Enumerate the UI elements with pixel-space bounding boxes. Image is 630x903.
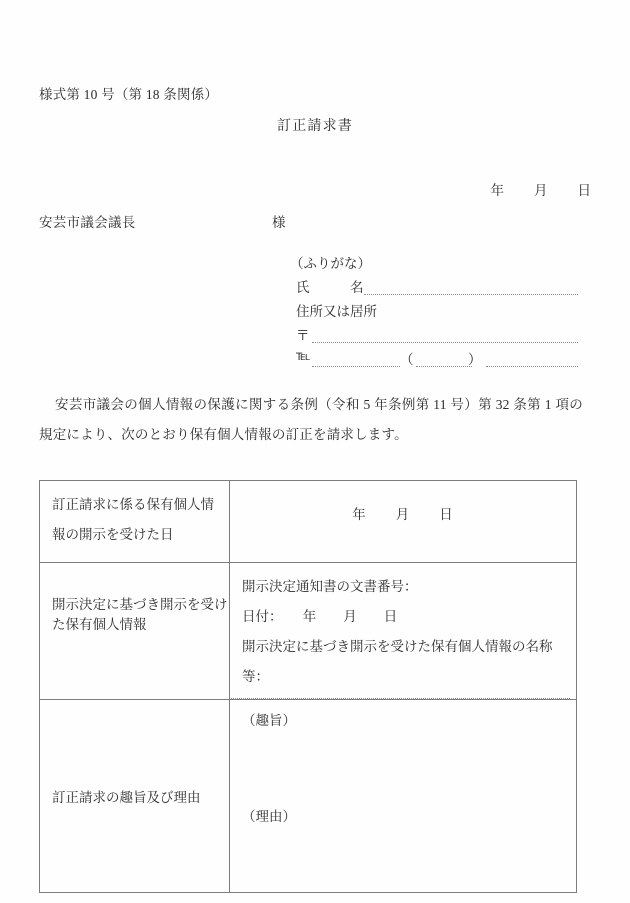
tel-paren-close: ） xyxy=(468,352,482,367)
furigana-row xyxy=(290,250,582,274)
purpose-reason-value-cell[interactable] xyxy=(230,700,577,893)
name-label: 氏 名 xyxy=(296,280,364,295)
tel-symbol: ℡ xyxy=(296,348,311,363)
postal-symbol: 〒 xyxy=(296,328,310,343)
notice-date-line: 日付： 年 月 日 xyxy=(242,609,398,624)
table-row xyxy=(40,700,577,893)
document-title: 訂正請求書 xyxy=(277,119,353,134)
postal-row xyxy=(290,322,582,346)
tel-input-line-1[interactable] xyxy=(312,366,400,367)
addressee-name: 安芸市議会議長 xyxy=(39,215,136,230)
submission-date-line: 年 月 日 xyxy=(490,183,592,198)
disclosed-info-label: 開示決定に基づき開示を受けた保有個人情報 xyxy=(52,596,228,632)
purpose-reason-label: 訂正請求の趣旨及び理由 xyxy=(52,790,201,805)
addressee-honorific: 様 xyxy=(272,215,286,230)
request-statement: 安芸市議会の個人情報の保護に関する条例（令和 5 年条例第 11 号）第 32 条第 1 項の規定により、次のとおり保有個人情報の訂正を請求します。 xyxy=(39,397,583,442)
disclosure-date-value: 年 月 日 xyxy=(352,506,454,522)
tel-row xyxy=(290,346,582,370)
name-input-line[interactable] xyxy=(364,294,578,295)
notice-document-number-line: 開示決定通知書の文書番号： xyxy=(242,579,418,594)
disclosed-info-label-wrap xyxy=(40,563,229,662)
applicant-block xyxy=(290,250,582,370)
table-row xyxy=(40,563,577,700)
name-row xyxy=(290,274,582,298)
disclosure-date-label-cell xyxy=(40,481,230,563)
disclosure-date-value-cell[interactable] xyxy=(230,481,577,563)
purpose-reason-fields xyxy=(230,700,576,892)
disclosed-info-name-line: 開示決定に基づき開示を受けた保有個人情報の名称等： xyxy=(242,639,553,684)
purpose-label: （趣旨） xyxy=(242,713,296,728)
tel-paren-open: （ xyxy=(400,352,414,367)
request-details-table xyxy=(39,480,577,893)
disclosed-info-label-cell xyxy=(40,563,230,700)
purpose-reason-label-cell xyxy=(40,700,230,893)
tel-input-line-2[interactable] xyxy=(416,366,472,367)
form-number: 様式第 10 号（第 18 条関係） xyxy=(39,87,219,102)
disclosed-info-value-cell[interactable] xyxy=(230,563,577,700)
disclosure-date-label: 訂正請求に係る保有個人情報の開示を受けた日 xyxy=(52,497,214,542)
furigana-label: （ふりがな） xyxy=(290,256,371,271)
address-label: 住所又は居所 xyxy=(296,304,377,319)
table-row xyxy=(40,481,577,563)
address-row xyxy=(290,298,582,322)
disclosed-info-fields xyxy=(230,563,576,692)
reason-label: （理由） xyxy=(242,809,296,824)
address-input-line[interactable] xyxy=(312,342,578,343)
tel-input-line-3[interactable] xyxy=(486,366,578,367)
